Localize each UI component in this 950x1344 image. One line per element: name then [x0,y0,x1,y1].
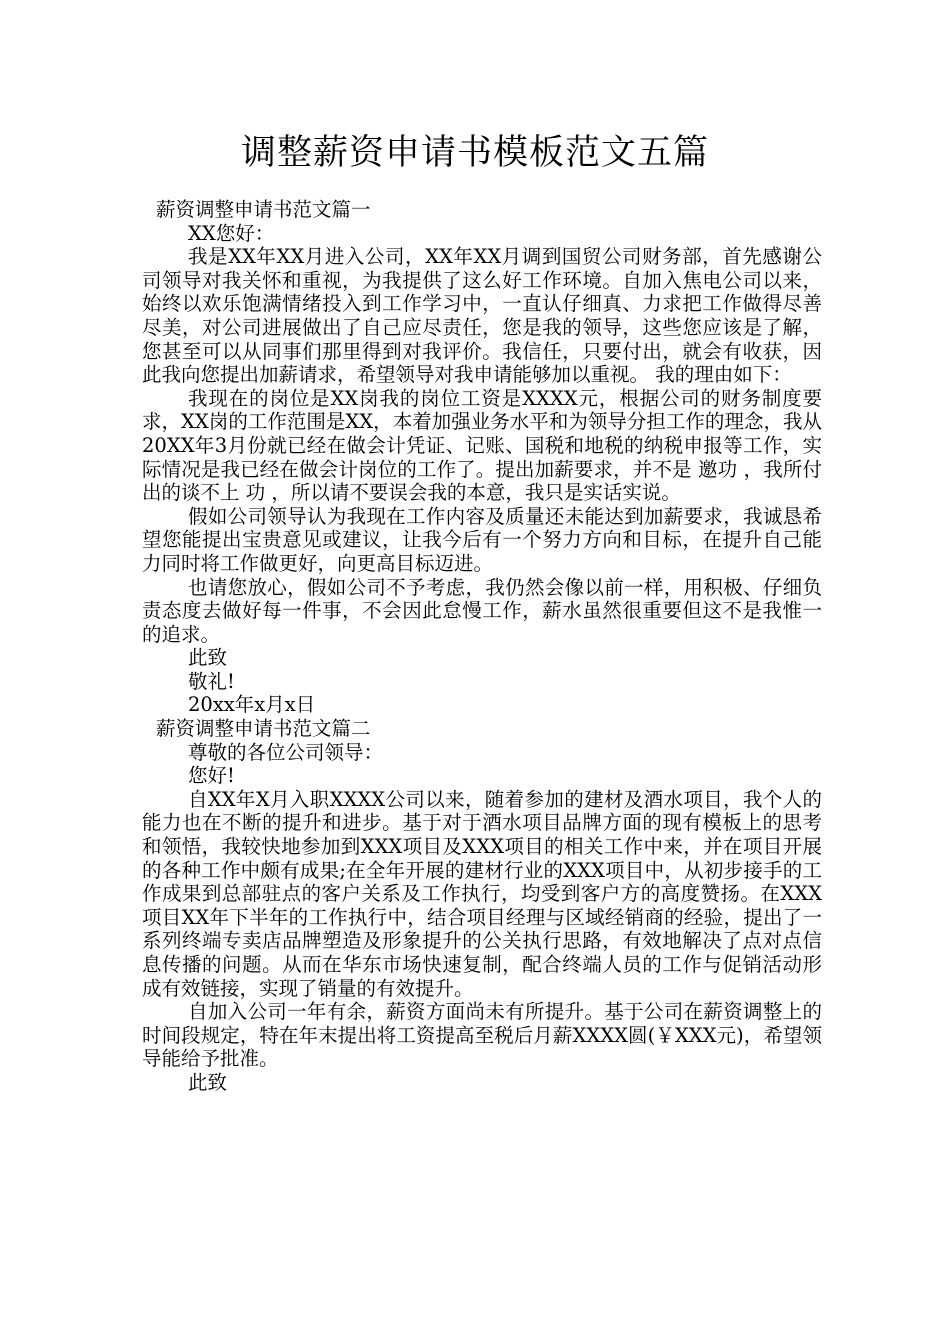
closing-line: 敬礼! [188,669,235,693]
document-title: 调整薪资申请书模板范文五篇 [240,133,709,173]
body-paragraph: 自XX年X月入职XXXX公司以来，随着参加的建材及酒水项目，我个人的能力也在不断的提升和进步。基于对于酒水项目品牌方面的现有模板上的思考和领悟，我较快地参加到XXX项目及XXX项目的相关工作中来，并在项目开展的各种工作中颇有成果;在全年开展的建材行业的XXX项目中，从初步接手的工作成果到总部驻点的客户关系及工作执行，均受到客户方的高度赞扬。在XXX项目XX年下半年的工作执行中，结合项目经理与区域经销商的经验，提出了一系列终端专卖店品牌塑造及形象提升的公关执行思路，有效地解决了点对点信息传播的问题。从而在华东市场快速复制，配合终端人员的工作与促销活动形成有效链接，实现了销量的有效提升。 [142,787,822,1000]
date-line: 20xx年x月x日 [188,693,316,717]
body-paragraph: 我现在的岗位是XX岗我的岗位工资是XXXX元，根据公司的财务制度要求，XX岗的工作范围是XX，本着加强业务水平和为领导分担工作的理念，我从20XX年3月份就已经在做会计凭证、记账、国税和地税的纳税申报等工作，实际情况是我已经在做会计岗位的工作了。提出加薪要求，并不是 邀功 ，我所付出的谈不上 功 ，所以请不要误会我的本意，我只是实话实说。 [142,386,822,505]
body-paragraph: 自加入公司一年有余，薪资方面尚未有所提升。基于公司在薪资调整上的时间段规定，特在年末提出将工资提高至税后月薪XXXX圆(￥XXX元)，希望领导能给予批准。 [142,1000,822,1071]
closing-line: 此致 [188,646,228,670]
closing-line: 此致 [188,1070,228,1094]
section-heading: 薪资调整申请书范文篇一 [156,198,371,221]
body-paragraph: 也请您放心，假如公司不予考虑，我仍然会像以前一样，用积极、仔细负责态度去做好每一件事，不会因此怠慢工作，薪水虽然很重要但这不是我惟一的追求。 [142,575,822,646]
document-body [142,198,822,1095]
greeting-line: XX您好： [188,221,275,245]
salutation-line: 尊敬的各位公司领导： [188,740,384,764]
body-paragraph: 我是XX年XX月进入公司，XX年XX月调到国贸公司财务部，首先感谢公司领导对我关怀和重视，为我提供了这么好工作环境。自加入焦电公司以来，始终以欢乐饱满情绪投入到工作学习中，一直认仔细真、力求把工作做得尽善尽美，对公司进展做出了自己应尽责任，您是我的领导，这些您应该是了解，您甚至可以从同事们那里得到对我评价。我信任，只要付出，就会有收获，因此我向您提出加薪请求，希望领导对我申请能够加以重视。 我的理由如下： [142,245,822,387]
greeting-line: 您好! [188,764,235,788]
section-heading: 薪资调整申请书范文篇二 [156,717,371,741]
body-paragraph: 假如公司领导认为我现在工作内容及质量还未能达到加薪要求，我诚恳希望您能提出宝贵意见或建议，让我今后有一个努力方向和目标，在提升自己能力同时将工作做更好，向更高目标迈进。 [142,504,822,575]
